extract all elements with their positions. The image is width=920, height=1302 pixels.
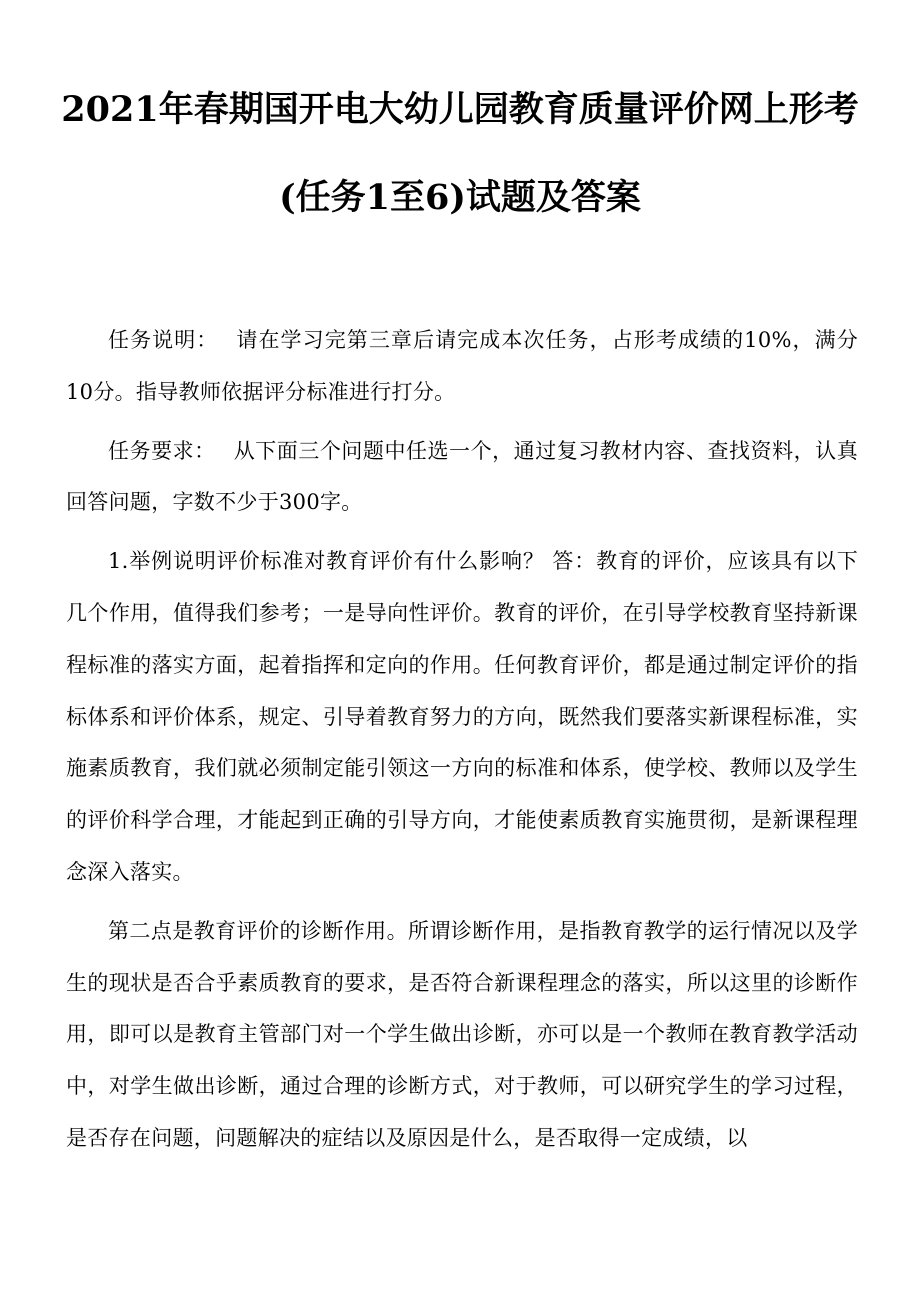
paragraph-2: 第二点是教育评价的诊断作用。所谓诊断作用，是指教育教学的运行情况以及学生的现状是否合乎素质教育的要求，是否符合新课程理念的落实，所以这里的诊断作用，即可以是教育主管部门对一个学生做出诊断，亦可以是一个教师在教育教学活动中，对学生做出诊断，通过合理的诊断方式，对于教师，可以研究学生的学习过程，是否存在问题，问题解决的症结以及原因是什么，是否取得一定成绩，以 (66, 918, 858, 1150)
document-body (66, 315, 858, 1172)
question1-paragraph: 1.举例说明评价标准对教育评价有什么影响？ 答：教育的评价，应该具有以下几个作用，值得我们参考；一是导向性评价。教育的评价，在引导学校教育坚持新课程标准的落实方面，起着指挥和定向的作用。任何教育评价，都是通过制定评价的指标体系和评价体系，规定、引导着教育努力的方向，既然我们要落实新课程标准，实施素质教育，我们就必须制定能引领这一方向的标准和体系，使学校、教师以及学生的评价科学合理，才能起到正确的引导方向，才能使素质教育实施贯彻，是新课程理念深入落实。 (66, 549, 858, 884)
task-requirement-text: 从下面三个问题中任选一个，通过复习教材内容、查找资料，认真回答问题，字数不少于300字。 (66, 438, 858, 515)
task-description-paragraph (66, 315, 858, 419)
task-requirement-paragraph (66, 426, 858, 530)
task-description-label: 任务说明： (108, 328, 219, 352)
task-description-text: 请在学习完第三章后请完成本次任务，占形考成绩的10%，满分10分。指导教师依据评分标准进行打分。 (66, 328, 858, 404)
document-title-line1: 2021年春期国开电大幼儿园教育质量评价网上形考 (61, 89, 859, 130)
document-title-line2: (任务1至6)试题及答案 (279, 177, 641, 218)
task-requirement-label: 任务要求： (108, 438, 216, 463)
